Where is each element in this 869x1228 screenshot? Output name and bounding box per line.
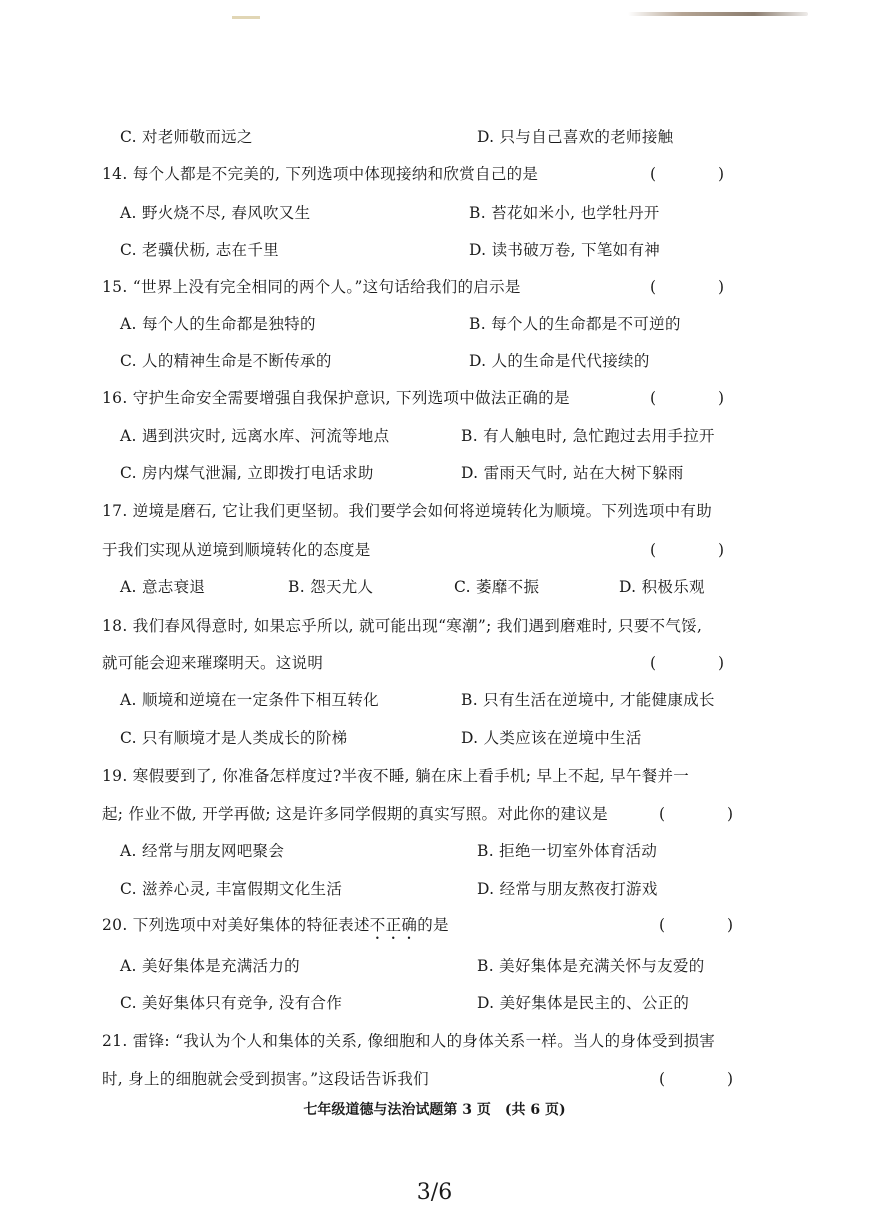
q19-stem-line2: 起; 作业不做, 开学再做; 这是许多同学假期的真实写照。对此你的建议是 (102, 805, 608, 823)
q14-option-d: D. 读书破万卷, 下笔如有神 (469, 241, 661, 259)
scan-artifact-line (628, 12, 808, 16)
q14-option-b: B. 苔花如米小, 也学牡丹开 (469, 204, 660, 222)
q20-option-a: A. 美好集体是充满活力的 (120, 957, 300, 975)
q14-option-a: A. 野火烧不尽, 春风吹又生 (120, 204, 311, 222)
q20-stem-pre: 20. 下列选项中对美好集体的特征表述 (102, 916, 370, 934)
q16-option-d: D. 雷雨天气时, 站在大树下躲雨 (461, 464, 684, 482)
q21-answer-paren: ( ) (659, 1070, 734, 1088)
q15-option-a: A. 每个人的生命都是独特的 (120, 315, 316, 333)
q16-option-a: A. 遇到洪灾时, 远离水库、河流等地点 (120, 427, 390, 445)
q20-stem-post: 的是 (417, 916, 449, 934)
q20-option-d: D. 美好集体是民主的、公正的 (477, 994, 690, 1012)
q18-option-b: B. 只有生活在逆境中, 才能健康成长 (461, 691, 715, 709)
q14-option-c: C. 老骥伏枥, 志在千里 (120, 241, 279, 259)
q16-option-b: B. 有人触电时, 急忙跑过去用手拉开 (461, 427, 715, 445)
q17-stem-line1: 17. 逆境是磨石, 它让我们更坚韧。我们要学会如何将逆境转化为顺境。下列选项中有助 (102, 502, 713, 520)
q13-option-c: C. 对老师敬而远之 (120, 128, 253, 146)
q21-stem-line1: 21. 雷锋: “我认为个人和集体的关系, 像细胞和人的身体关系一样。当人的身体受到损害 (102, 1032, 716, 1050)
q16-answer-paren: ( ) (650, 389, 725, 407)
q13-option-d: D. 只与自己喜欢的老师接触 (477, 128, 674, 146)
q17-option-d: D. 积极乐观 (619, 578, 705, 596)
q19-stem-line1: 19. 寒假要到了, 你准备怎样度过?半夜不睡, 躺在床上看手机; 早上不起, 早午餐并一 (102, 767, 690, 785)
q17-stem-line2: 于我们实现从逆境到顺境转化的态度是 (102, 541, 371, 559)
q21-stem-line2: 时, 身上的细胞就会受到损害。”这段话告诉我们 (102, 1070, 429, 1088)
q16-stem: 16. 守护生命安全需要增强自我保护意识, 下列选项中做法正确的是 (102, 389, 570, 407)
q15-option-d: D. 人的生命是代代接续的 (469, 352, 650, 370)
q19-option-d: D. 经常与朋友熬夜打游戏 (477, 880, 658, 898)
q19-option-a: A. 经常与朋友网吧聚会 (120, 842, 285, 860)
q18-stem-line1: 18. 我们春风得意时, 如果忘乎所以, 就可能出现“寒潮”; 我们遇到磨难时, 只要不气馁, (102, 617, 703, 635)
page-number: 3/6 (416, 1180, 453, 1205)
scan-artifact-mark (232, 16, 260, 19)
q16-option-c: C. 房内煤气泄漏, 立即拨打电话求助 (120, 464, 374, 482)
q15-option-b: B. 每个人的生命都是不可逆的 (469, 315, 681, 333)
q18-option-d: D. 人类应该在逆境中生活 (461, 729, 642, 747)
q17-option-c: C. 萎靡不振 (454, 578, 540, 596)
q15-answer-paren: ( ) (650, 278, 725, 296)
q18-stem-line2: 就可能会迎来璀璨明天。这说明 (102, 654, 324, 672)
q17-option-a: A. 意志衰退 (120, 578, 206, 596)
q17-option-b: B. 怨天尤人 (288, 578, 374, 596)
q19-answer-paren: ( ) (659, 805, 734, 823)
page-footer: 七年级道德与法治试题第 3 页 (共 6 页) (303, 1102, 566, 1118)
q19-option-b: B. 拒绝一切室外体育活动 (477, 842, 658, 860)
q19-option-c: C. 滋养心灵, 丰富假期文化生活 (120, 880, 343, 898)
q20-stem (102, 913, 449, 943)
q20-option-c: C. 美好集体只有竞争, 没有合作 (120, 994, 343, 1012)
q14-stem: 14. 每个人都是不完美的, 下列选项中体现接纳和欣赏自己的是 (102, 165, 539, 183)
q20-option-b: B. 美好集体是充满关怀与友爱的 (477, 957, 705, 975)
q15-stem: 15. “世界上没有完全相同的两个人。”这句话给我们的启示是 (102, 278, 521, 296)
q20-stem-emphasis: 不正确 (369, 916, 418, 934)
q20-answer-paren: ( ) (659, 916, 734, 934)
q15-option-c: C. 人的精神生命是不断传承的 (120, 352, 332, 370)
q18-answer-paren: ( ) (650, 654, 725, 672)
q18-option-a: A. 顺境和逆境在一定条件下相互转化 (120, 691, 379, 709)
q14-answer-paren: ( ) (650, 165, 725, 183)
q18-option-c: C. 只有顺境才是人类成长的阶梯 (120, 729, 348, 747)
q17-answer-paren: ( ) (650, 541, 725, 559)
